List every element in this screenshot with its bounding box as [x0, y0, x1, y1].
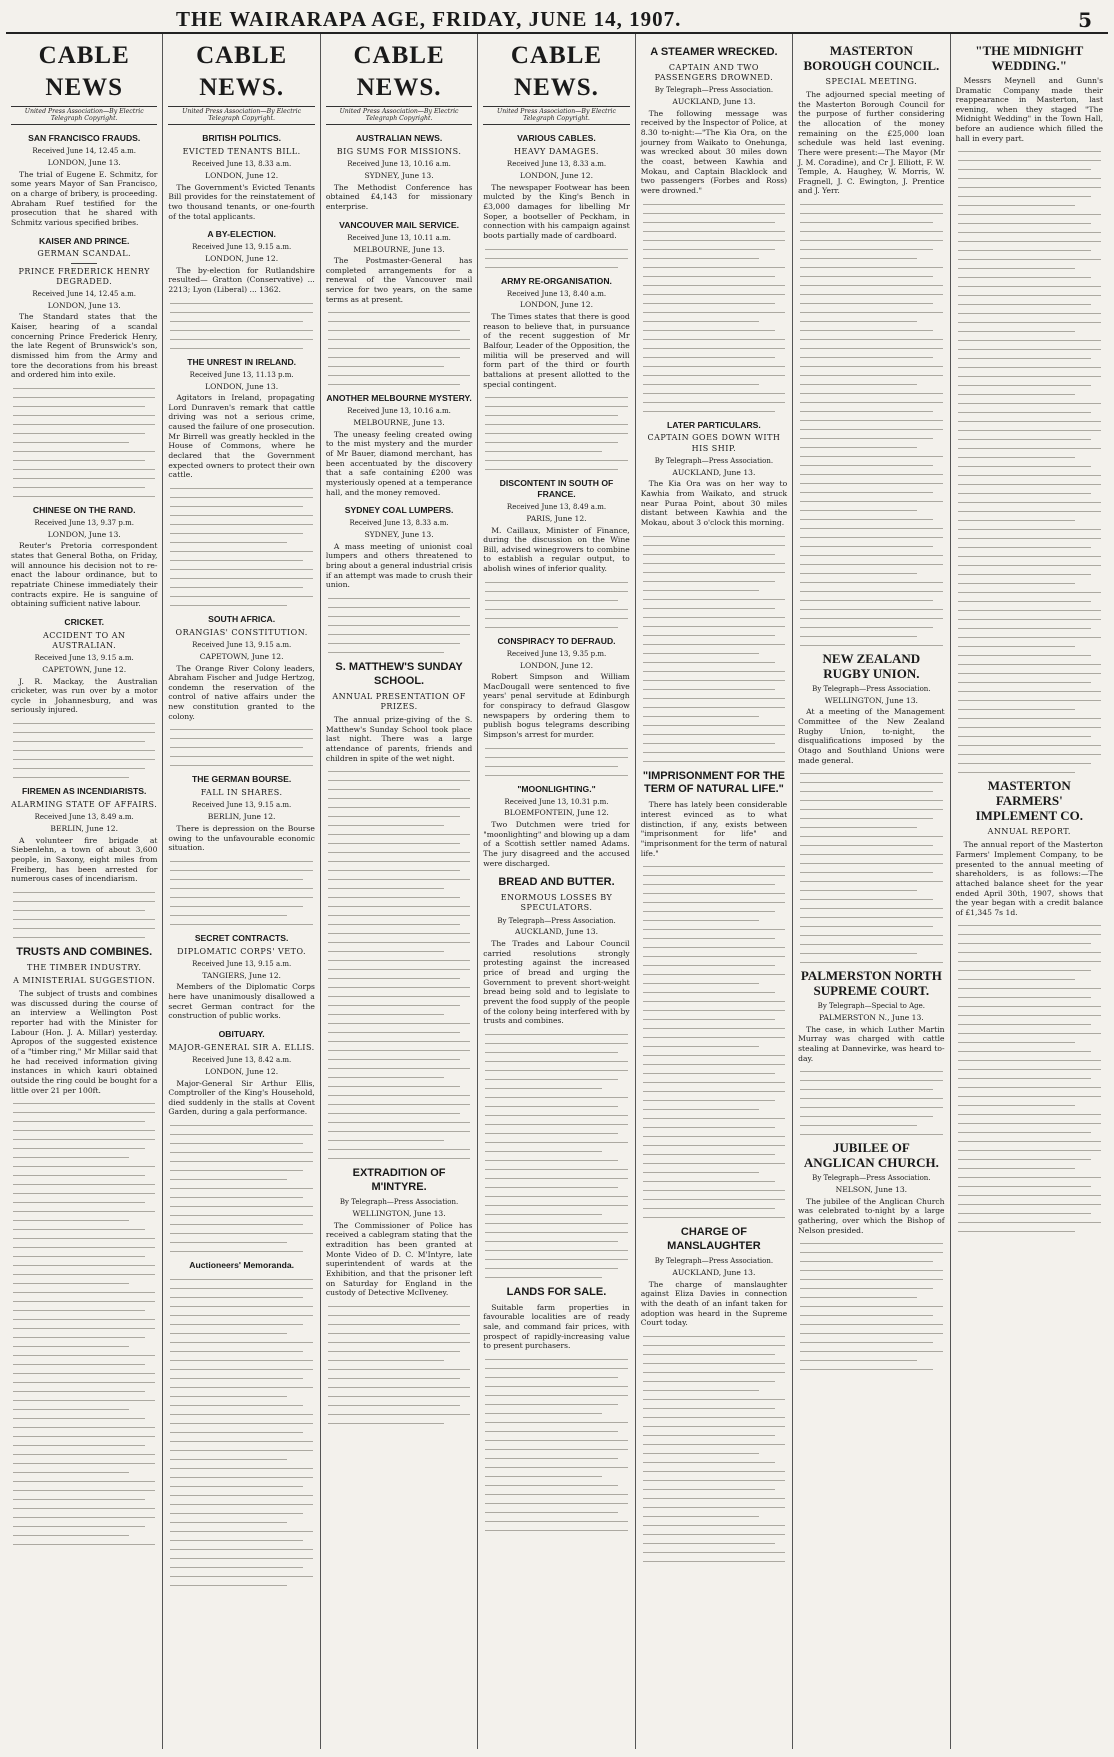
- byline: By Telegraph—Press Association.: [812, 1174, 931, 1183]
- article-subtitle: ALARMING STATE OF AFFAIRS.: [11, 800, 158, 809]
- article-title: SOUTH AFRICA.: [208, 613, 276, 624]
- article-body: Messrs Meynell and Gunn's Dramatic Company made their reappearance in Masterton, last evening, when they staged "The Midnight Wedding" in the Town Hall, before an audience which filled the hall in every part.: [955, 75, 1103, 143]
- article-title: MASTERTON BOROUGH COUNCIL.: [803, 43, 940, 73]
- article-title: AUSTRALIAN NEWS.: [355, 133, 443, 144]
- article-subtitle: ENORMOUS LOSSES BY SPECULATORS.: [500, 893, 613, 913]
- article-title: NEW ZEALAND RUGBY UNION.: [822, 651, 921, 682]
- article-title: CONSPIRACY TO DEFRAUD.: [497, 635, 616, 646]
- body-text-lines: [168, 1125, 314, 1252]
- article-subtitle: ACCIDENT TO AN AUSTRALIAN.: [42, 630, 126, 650]
- byline: By Telegraph—Press Association.: [654, 86, 774, 95]
- dateline: AUCKLAND, June 13.: [672, 1268, 756, 1278]
- article-title: SAN FRANCISCO FRAUDS.: [28, 133, 141, 144]
- dateline: LONDON, June 12.: [205, 171, 279, 181]
- body-text-lines: [326, 312, 472, 385]
- body-text-lines: [483, 1359, 629, 1531]
- received-line: Received June 13, 9.15 a.m.: [192, 640, 292, 649]
- article-subtitle: CAPTAIN AND TWO PASSENGERS DROWNED.: [654, 62, 774, 83]
- article-title: THE UNREST IN IRELAND.: [187, 356, 297, 367]
- dateline: LONDON, June 13.: [47, 300, 121, 310]
- article-body: The charge of manslaughter against Eliza Davies in connection with the death of an infant taken for adoption was heard in the Supreme Court today.: [640, 1279, 788, 1328]
- received-line: Received June 14, 12.45 a.m.: [32, 289, 136, 298]
- article-title: EXTRADITION OF M'INTYRE.: [352, 1167, 446, 1194]
- columns: [6, 34, 1108, 1749]
- article-body: The case, in which Luther Martin Murray was charged with cattle stealing at Dannevirke, was heard to-day.: [798, 1024, 945, 1063]
- dateline: LONDON, June 13.: [205, 381, 279, 391]
- article-title: "THE MIDNIGHT WEDDING.": [975, 43, 1084, 73]
- article-body: At a meeting of the Management Committee of the New Zealand Rugby Union, to-night, the disqualifications imposed by the Otago and Southland Unions were made general.: [798, 707, 945, 765]
- article-title: TRUSTS AND COMBINES.: [16, 945, 153, 958]
- dateline: SYDNEY, June 13.: [364, 171, 434, 181]
- column-3: [321, 34, 478, 1749]
- received-line: Received June 13, 8.49 a.m.: [34, 813, 134, 822]
- body-text-lines: [956, 925, 1103, 1232]
- column-5: [636, 34, 793, 1749]
- body-text-lines: [326, 598, 472, 653]
- article-title: CRICKET.: [64, 616, 105, 627]
- article-title: MASTERTON FARMERS' IMPLEMENT CO.: [975, 778, 1083, 824]
- article-body: The Postmaster-General has completed arrangements for a renewal of the Vancouver mail service for two years, on the same terms as at present.: [325, 256, 473, 304]
- body-text-lines: [798, 773, 944, 963]
- article-title: A BY-ELECTION.: [207, 229, 276, 240]
- article-subtitle: ANNUAL REPORT.: [987, 827, 1071, 837]
- article-title: Auctioneers' Memoranda.: [189, 1260, 294, 1271]
- masthead-title: THE WAIRARAPA AGE, FRIDAY, JUNE 14, 1907.: [176, 7, 682, 31]
- article-body: Two Dutchmen were tried for "moonlighting" and blowing up a dam of a Scottish settler named Adams. The jury disagreed and the accused were discharged.: [483, 820, 630, 868]
- body-text-lines: [483, 748, 629, 776]
- received-line: Received June 13, 8.42 a.m.: [192, 1056, 292, 1065]
- article-subtitle: EVICTED TENANTS BILL.: [182, 147, 301, 157]
- dateline: BERLIN, June 12.: [50, 824, 119, 834]
- article-body: M. Caillaux, Minister of Finance, during the discussion on the Wine Bill, advised winegrowers to combine to establish a regular output, to abolish wines of inferior quality.: [483, 525, 630, 574]
- article-body: A volunteer fire brigade at Siebenlehn, a town of about 3,600 people, in Saxony, eight miles from Freiberg, has been arrested for numerous cases of incendiarism.: [11, 835, 158, 884]
- dateline: AUCKLAND, June 13.: [672, 97, 756, 107]
- article-body: Reuter's Pretoria correspondent states that General Botha, on Friday, will announce his decision not to re-enact the labour ordinance, but to repatriate Chinese immediately their contracts expire. He is sanguine of obtaining sufficient native labour.: [11, 541, 158, 609]
- article-subtitle: PRINCE FREDERICK HENRY DEGRADED.: [18, 266, 150, 286]
- received-line: Received June 13, 8.49 a.m.: [506, 503, 607, 512]
- article-title: VANCOUVER MAIL SERVICE.: [339, 219, 459, 230]
- body-text-lines: [483, 582, 629, 628]
- article-title: S. MATTHEW'S SUNDAY SCHOOL.: [335, 660, 463, 687]
- article-body: The Standard states that the Kaiser, hearing of a scandal concerning Prince Frederick Henry, the late Regent of Brunswick's son, dismissed him from the Army and tore the decorations from his breast and ordered him into exile.: [11, 312, 158, 380]
- article-subtitle: A MINISTERIAL SUGGESTION.: [13, 976, 156, 985]
- body-text-lines: [641, 536, 787, 762]
- dateline: LONDON, June 12.: [205, 254, 279, 264]
- article-body: The Trades and Labour Council carried resolutions strongly protesting against the increased price of bread and urging the Government to prevent short-weight bread being sold and to legislate to prevent the food supply of the people of the colony being interfered with by trusts and combines.: [483, 939, 630, 1026]
- article-title: ANOTHER MELBOURNE MYSTERY.: [326, 393, 472, 404]
- article-subtitle: FALL IN SHARES.: [200, 788, 283, 798]
- body-text-lines: [641, 866, 787, 1218]
- article-title: BRITISH POLITICS.: [202, 133, 282, 144]
- body-text-lines: [326, 1306, 472, 1424]
- article-title: CHINESE ON THE RAND.: [32, 504, 136, 515]
- article-body: Suitable farm properties in favourable localities are of ready sale, and command fair prices, with prospect of rapidly-increasing value to present purchasers.: [483, 1302, 630, 1351]
- received-line: Received June 13, 9.15 a.m.: [34, 654, 134, 663]
- dateline: MELBOURNE, June 13.: [353, 418, 445, 428]
- cable-news-heading: CABLE NEWS: [38, 42, 130, 101]
- article-title: KAISER AND PRINCE.: [39, 235, 130, 246]
- received-line: Received June 13, 8.33 a.m.: [349, 519, 449, 528]
- body-text-lines: [956, 151, 1103, 773]
- article-subtitle: HEAVY DAMAGES.: [514, 147, 599, 157]
- column-1: [6, 34, 163, 1749]
- dateline: WELLINGTON, June 13.: [824, 695, 918, 705]
- body-text-lines: [483, 397, 629, 470]
- received-line: Received June 13, 8.40 a.m.: [506, 289, 607, 298]
- article-title: "IMPRISONMENT FOR THE TERM OF NATURAL LIFE.": [642, 769, 785, 796]
- article-body: The by-election for Rutlandshire resulted— Gratton (Conservative) ... 2213; Lyon (Liberal) ... 1362.: [168, 265, 315, 295]
- article-subtitle: DIPLOMATIC CORPS' VETO.: [177, 946, 307, 956]
- article-body: The Times states that there is good reason to believe that, in pursuance of the recent suggestion of Mr Balfour, Leader of the Opposition, the militia will be preserved and will form part of the third or fourth battalions at present allotted to the special contingent.: [483, 312, 630, 389]
- body-text-lines: [168, 488, 314, 606]
- article-subtitle: BIG SUMS FOR MISSIONS.: [336, 147, 462, 157]
- body-text-lines: [168, 861, 314, 925]
- article-title: FIREMEN AS INCENDIARISTS.: [22, 786, 147, 797]
- body-text-lines: [641, 1336, 787, 1562]
- article-title: LANDS FOR SALE.: [506, 1285, 607, 1298]
- dateline: PARIS, June 12.: [526, 513, 587, 523]
- received-line: Received June 13, 9.15 a.m.: [192, 243, 292, 252]
- dateline: AUCKLAND, June 13.: [514, 927, 598, 937]
- dateline: WELLINGTON, June 13.: [352, 1209, 446, 1219]
- article-body: Agitators in Ireland, propagating Lord Dunraven's remark that cattle driving was not a serious crime, caused the failure of one prosecution. Mr Birrell was greatly heckled in the House of Commons, where he declared that the Government expected owners to protect their own cattle.: [168, 393, 315, 480]
- byline: By Telegraph—Press Association.: [812, 684, 931, 693]
- dateline: CAPETOWN, June 12.: [42, 664, 127, 674]
- dateline: PALMERSTON N., June 13.: [818, 1013, 924, 1023]
- article-body: There has lately been considerable interest evinced as to what distinction, if any, exists between "imprisonment for life" and "imprisonment for the term of natural life.": [640, 800, 788, 858]
- body-text-lines: [798, 1071, 944, 1135]
- article-title: A STEAMER WRECKED.: [650, 46, 778, 58]
- dateline: BERLIN, June 12.: [207, 812, 276, 822]
- received-line: Received June 13, 8.33 a.m.: [192, 160, 292, 169]
- article-body: The Orange River Colony leaders, Abraham Fischer and Judge Hertzog, condemn the reservation of the control of native affairs under the new constitution granted to the colony.: [168, 663, 315, 721]
- article-body: The Methodist Conference has obtained £4,143 for missionary enterprise.: [325, 182, 473, 212]
- divider: [71, 263, 97, 264]
- body-text-lines: [798, 204, 944, 646]
- cable-news-credit: United Press Association—By Electric Telegraph Copyright.: [483, 106, 629, 126]
- cable-news-credit: United Press Association—By Electric Telegraph Copyright.: [326, 106, 472, 126]
- article-title: THE GERMAN BOURSE.: [191, 774, 292, 785]
- dateline: CAPETOWN, June 12.: [199, 651, 284, 661]
- article-subtitle: SPECIAL MEETING.: [825, 76, 918, 86]
- masthead: [6, 0, 1108, 34]
- body-text-lines: [168, 303, 314, 349]
- article-subtitle: ORANGIAS' CONSTITUTION.: [175, 627, 308, 637]
- cable-news-credit: United Press Association—By Electric Telegraph Copyright.: [168, 106, 314, 126]
- article-title: ARMY RE-ORGANISATION.: [501, 275, 612, 286]
- received-line: Received June 13, 9.37 p.m.: [34, 518, 134, 527]
- column-4: [478, 34, 635, 1749]
- received-line: Received June 13, 9.15 a.m.: [192, 959, 292, 968]
- article-body: The uneasy feeling created owing to the mist mystery and the murder of Mr Bauer, diamond merchant, has been accentuated by the discovery that a safe containing £200 was mysteriously opened at a temperance hall, and the money removed.: [325, 429, 473, 497]
- received-line: Received June 13, 10.31 p.m.: [504, 797, 609, 806]
- byline: By Telegraph—Press Association.: [654, 1257, 774, 1266]
- article-body: A mass meeting of unionist coal lumpers and others threatened to bring about a general industrial crisis if an attempt was made to crush their union.: [325, 541, 473, 590]
- article-title: DISCONTENT IN SOUTH OF FRANCE.: [499, 478, 614, 500]
- article-body: The annual report of the Masterton Farmers' Implement Company, to be presented to the annual meeting of shareholders, is as follows:—The attached balance sheet for the year ended April 30th, 1907, shows that the year began with a credit balance of £1,345 7s 1d.: [955, 840, 1103, 917]
- article-title: LATER PARTICULARS.: [667, 419, 761, 430]
- body-text-lines: [11, 388, 157, 497]
- article-body: The annual prize-giving of the S. Matthew's Sunday School took place last night. There was a large attendance of parents, friends and children in spite of the wet night.: [325, 715, 473, 763]
- article-body: The Commissioner of Police has received a cablegram stating that the extradition has been granted at Monte Video of D. C. M'Intyre, late superintendent of wards at the Exhibition, and that the prisoner left on Saturday for England in the custody of Detective McIlveney.: [325, 1220, 473, 1298]
- cable-news-heading: CABLE NEWS.: [196, 42, 288, 101]
- body-text-lines: [326, 771, 472, 1159]
- received-line: Received June 13, 10.16 a.m.: [347, 160, 451, 169]
- article-title: SYDNEY COAL LUMPERS.: [344, 505, 454, 516]
- received-line: Received June 13, 11.13 p.m.: [189, 370, 294, 379]
- dateline: LONDON, June 13.: [47, 158, 121, 168]
- body-text-lines: [168, 729, 314, 766]
- article-title: PALMERSTON NORTH SUPREME COURT.: [800, 968, 942, 999]
- dateline: LONDON, June 12.: [519, 660, 593, 670]
- article-body: The jubilee of the Anglican Church was celebrated to-night by a large gathering, over which the Bishop of Nelson presided.: [798, 1196, 945, 1235]
- dateline: LONDON, June 12.: [519, 300, 593, 310]
- body-text-lines: [641, 204, 787, 412]
- body-text-lines: [11, 892, 157, 938]
- dateline: AUCKLAND, June 13.: [672, 467, 756, 477]
- received-line: Received June 13, 10.16 a.m.: [347, 407, 451, 416]
- dateline: BLOEMFONTEIN, June 12.: [504, 808, 609, 818]
- article-title: BREAD AND BUTTER.: [498, 876, 615, 889]
- body-text-lines: [168, 1279, 314, 1586]
- body-text-lines: [483, 1034, 629, 1278]
- article-subtitle: GERMAN SCANDAL.: [37, 249, 132, 259]
- article-body: Robert Simpson and William MacDougall were sentenced to five years' penal servitude at Edinburgh for conspiracy to defraud Glasgow newspapers by ordering them to publish bogus telegrams describing Simpson's arrest for murder.: [483, 672, 630, 740]
- article-body: The subject of trusts and combines was discussed during the course of an interview a Wellington Post reporter had with the Minister for Labour (Hon. J. A. Millar) yesterday. Apropos of the suggested existence of a "timber ring," Mr Millar said that he had received information giving instances in which kauri obtained outside the ring could be bought for a little over 21 per 100ft.: [11, 989, 158, 1095]
- dateline: LONDON, June 12.: [205, 1066, 279, 1076]
- article-title: CHARGE OF MANSLAUGHTER: [667, 1226, 761, 1253]
- cable-news-credit: United Press Association—By Electric Telegraph Copyright.: [11, 106, 157, 126]
- cable-news-heading: CABLE NEWS.: [353, 42, 445, 101]
- article-body: The adjourned special meeting of the Masterton Borough Council for the purpose of further considering the allocation of the money remaining on the £25,000 loan schedule was held last evening. There were present:—The Mayor (Mr J. M. Coradine), and Cr J. Elliott, F. W. Temple, A. Haughey, W. Morris, W. Fragnell, J. C. Ewington, J. Prentice and J. Yerr.: [798, 90, 945, 196]
- column-2: [163, 34, 320, 1749]
- article-subtitle: ANNUAL PRESENTATION OF PRIZES.: [332, 691, 466, 711]
- article-title: JUBILEE OF ANGLICAN CHURCH.: [803, 1140, 939, 1171]
- column-7: [951, 34, 1108, 1749]
- article-title: VARIOUS CABLES.: [517, 133, 596, 144]
- dateline: NELSON, June 13.: [835, 1185, 908, 1195]
- body-text-lines: [11, 1103, 157, 1545]
- received-line: Received June 13, 10.11 a.m.: [347, 233, 451, 242]
- dateline: TANGIERS, June 12.: [202, 970, 281, 980]
- received-line: Received June 13, 9.15 a.m.: [192, 801, 292, 810]
- dateline: MELBOURNE, June 13.: [353, 244, 445, 254]
- body-text-lines: [798, 1243, 944, 1370]
- article-subtitle: MAJOR-GENERAL SIR A. ELLIS.: [168, 1042, 315, 1052]
- article-subtitle: THE TIMBER INDUSTRY.: [27, 962, 142, 972]
- byline: By Telegraph—Press Association.: [654, 456, 774, 465]
- article-body: J. R. Mackay, the Australian cricketer, was run over by a motor cycle in Johannesburg, and was seriously injured.: [11, 676, 158, 715]
- byline: By Telegraph—Special to Age.: [817, 1002, 926, 1011]
- article-body: The newspaper Footwear has been mulcted by the King's Bench in £3,000 damages for libelling Mr Soper, a bootseller of Peckham, in connection with his campaign against boots partially made of cardboard.: [483, 182, 630, 241]
- received-line: Received June 13, 9.35 p.m.: [506, 649, 607, 658]
- dateline: LONDON, June 13.: [47, 529, 121, 539]
- column-6: [793, 34, 950, 1749]
- dateline: LONDON, June 12.: [519, 171, 593, 181]
- article-body: There is depression on the Bourse owing to the unfavourable economic situation.: [168, 823, 315, 853]
- article-subtitle: CAPTAIN GOES DOWN WITH HIS SHIP.: [647, 433, 781, 453]
- byline: By Telegraph—Press Association.: [339, 1198, 459, 1207]
- article-body: The following message was received by the Inspector of Police, at 8.30 to-night:—"The Kia Ora, on the journey from Waikato to Onehunga, was wrecked about 30 miles down the coast, between Kawhia and Mokau, and Captain Blacklock and two passengers (Forbes and Ross) were drowned.": [640, 108, 788, 195]
- byline: By Telegraph—Press Association.: [497, 916, 616, 925]
- page-number: 5: [1078, 8, 1092, 32]
- article-body: The Kia Ora was on her way to Kawhia from Waikato, and struck near Puraa Point, about 30 miles distant between Kawhia and the Mokau, about 3 o'clock this morning.: [640, 479, 788, 527]
- article-title: SECRET CONTRACTS.: [194, 932, 289, 943]
- body-text-lines: [11, 723, 157, 778]
- article-title: "MOONLIGHTING.": [517, 783, 596, 794]
- article-body: The trial of Eugene E. Schmitz, for some years Mayor of San Francisco, on a charge of bribery, is proceeding. Abraham Ruef testified for the prosecution that he shared with Schmitz various specified bribes.: [11, 169, 158, 227]
- cable-news-heading: CABLE NEWS.: [510, 42, 603, 101]
- article-body: Major-General Sir Arthur Ellis, Comptroller of the King's Household, died suddenly in the stalls at Covent Garden, during a gala performance.: [168, 1078, 315, 1117]
- article-body: The Government's Evicted Tenants Bill provides for the reinstatement of two thousand tenants, or one-fourth of the total applicants.: [168, 182, 315, 221]
- received-line: Received June 13, 8.33 a.m.: [506, 160, 607, 169]
- received-line: Received June 14, 12.45 a.m.: [32, 147, 136, 156]
- dateline: SYDNEY, June 13.: [364, 530, 434, 540]
- article-title: OBITUARY.: [218, 1028, 265, 1039]
- body-text-lines: [483, 249, 629, 268]
- article-body: Members of the Diplomatic Corps here have unanimously disallowed a secret German contract for the construction of public works.: [168, 982, 315, 1021]
